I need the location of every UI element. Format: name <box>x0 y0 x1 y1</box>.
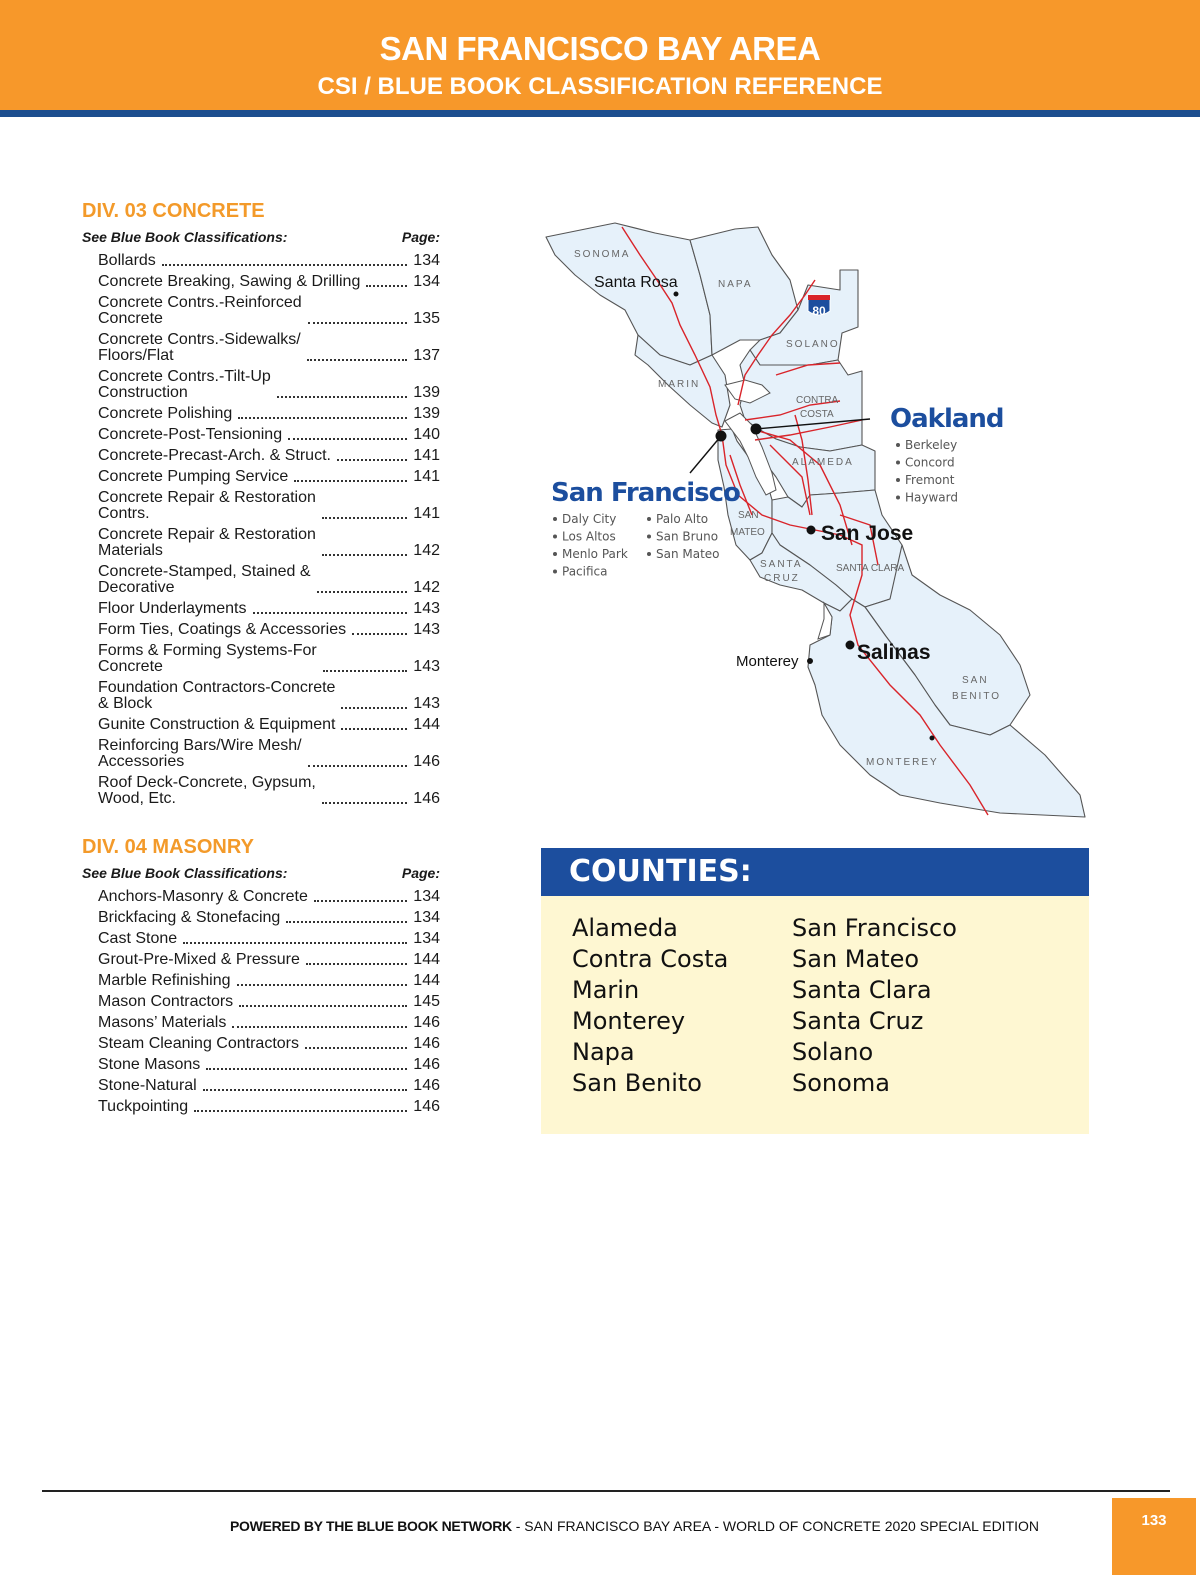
santa-clara-county-shape <box>772 490 912 607</box>
classification-page: 134 <box>413 273 440 290</box>
map-label-napa: NAPA <box>718 279 753 290</box>
classification-page: 140 <box>413 426 440 443</box>
classification-entry <box>82 952 440 968</box>
classification-entry <box>82 527 440 559</box>
map-sublist-city: Fremont <box>905 473 955 487</box>
header-title: SAN FRANCISCO BAY AREA <box>379 30 821 67</box>
counties-heading: COUNTIES: <box>541 848 1089 896</box>
dot-leader <box>277 396 408 398</box>
map-sublist-city: Palo Alto <box>656 512 709 526</box>
classification-entry <box>82 931 440 947</box>
classification-name: Roof Deck-Concrete, Gypsum, Wood, Etc. <box>98 774 316 807</box>
map-label-alameda: ALAMEDA <box>792 457 854 468</box>
county-name: Contra Costa <box>572 945 729 973</box>
classification-entry <box>82 601 440 617</box>
county-name: Santa Cruz <box>792 1007 924 1035</box>
classification-entry <box>82 889 440 905</box>
dot-leader <box>341 707 407 709</box>
div04-entry-list <box>82 889 440 1115</box>
classification-entry <box>82 332 440 364</box>
dot-leader <box>322 554 407 556</box>
classification-page: 144 <box>413 972 440 989</box>
div04-column-header <box>82 865 440 881</box>
classification-page: 146 <box>413 1098 440 1115</box>
counties-list <box>541 896 1089 1134</box>
classification-entry <box>82 1099 440 1115</box>
classification-page: 146 <box>413 1056 440 1073</box>
map-label-san: SAN <box>738 510 759 521</box>
classification-name: Anchors-Masonry & Concrete <box>98 888 308 905</box>
map-label-sonoma: SONOMA <box>574 249 631 260</box>
city-san-francisco: San Francisco <box>551 478 740 508</box>
county-name: Santa Clara <box>792 976 932 1004</box>
county-name: Solano <box>792 1038 874 1066</box>
classification-page: 142 <box>413 542 440 559</box>
footer-rule <box>42 1490 1170 1492</box>
footer-brand: POWERED BY THE BLUE BOOK NETWORK <box>230 1518 512 1534</box>
classification-page: 139 <box>413 384 440 401</box>
dot-leader <box>194 1110 407 1112</box>
map-sublist-city: San Bruno <box>656 529 719 544</box>
dot-leader <box>337 459 407 461</box>
dot-leader <box>232 1026 407 1028</box>
classification-name: Stone-Natural <box>98 1077 197 1094</box>
dot-leader <box>238 417 407 419</box>
div04-col-label: See Blue Book Classifications: <box>82 865 288 881</box>
classification-page: 134 <box>413 888 440 905</box>
map-label-santa-clara: SANTA CLARA <box>836 563 905 574</box>
city-oakland: Oakland <box>890 404 1004 434</box>
dot-leader <box>305 1047 407 1049</box>
dot-leader <box>183 942 407 944</box>
map-label-mateo: MATEO <box>730 527 765 538</box>
classification-name: Brickfacing & Stonefacing <box>98 909 281 926</box>
county-name: San Benito <box>572 1069 702 1097</box>
classification-page: 144 <box>413 716 440 733</box>
monterey-dot <box>808 659 813 664</box>
classification-name: Concrete-Precast-Arch. & Struct. <box>98 447 331 464</box>
dot-leader <box>308 322 408 324</box>
bullet-dot <box>553 570 557 574</box>
div03-col-label: See Blue Book Classifications: <box>82 229 288 245</box>
classification-page: 143 <box>413 658 440 675</box>
dot-leader <box>206 1068 407 1070</box>
classification-name: Foundation Contractors-Concrete & Block <box>98 679 336 712</box>
map-label-santa: SANTA <box>760 559 803 570</box>
sf-city-list-right <box>647 512 720 561</box>
classification-page: 146 <box>413 1014 440 1031</box>
dot-leader <box>162 264 407 266</box>
div04-page-label: Page: <box>401 865 440 881</box>
div03-page-label: Page: <box>401 229 440 245</box>
map-label-monterey: MONTEREY <box>866 757 939 768</box>
map-sublist-city: Pacifica <box>562 564 608 579</box>
bullet-dot <box>896 443 900 447</box>
classification-name: Bollards <box>98 252 156 269</box>
salinas-dot <box>846 641 854 649</box>
dot-leader <box>253 612 408 614</box>
bullet-dot <box>647 535 651 539</box>
classification-entry <box>82 1057 440 1073</box>
city-monterey: Monterey <box>736 653 799 670</box>
div04-section <box>82 836 440 1120</box>
classification-entry <box>82 622 440 638</box>
classification-name: Marble Refinishing <box>98 972 231 989</box>
classification-entry <box>82 406 440 422</box>
sf-city-list-left <box>553 512 628 579</box>
city-salinas: Salinas <box>857 641 931 664</box>
classification-page: 143 <box>413 621 440 638</box>
footer-edition: - SAN FRANCISCO BAY AREA - WORLD OF CONCRETE 2020 SPECIAL EDITION <box>511 1518 1040 1534</box>
classification-page: 135 <box>413 310 440 327</box>
map-sublist-city: Hayward <box>905 490 958 505</box>
map-sublist-city: Concord <box>905 455 955 470</box>
classification-entry <box>82 1078 440 1094</box>
dot-leader <box>288 438 407 440</box>
classification-name: Concrete Contrs.-Sidewalks/ Floors/Flat <box>98 331 301 364</box>
classification-name: Reinforcing Bars/Wire Mesh/ Accessories <box>98 737 302 770</box>
page-number: 133 <box>1112 1498 1196 1575</box>
classification-entry <box>82 717 440 733</box>
classification-page: 146 <box>413 1077 440 1094</box>
div03-entry-list <box>82 253 440 807</box>
footer-text <box>230 1518 1039 1534</box>
san-francisco-leader <box>690 436 721 473</box>
dot-leader <box>308 765 408 767</box>
county-name: Alameda <box>572 914 678 942</box>
map-label-san-benito-2: BENITO <box>952 691 1002 702</box>
div03-section <box>82 200 440 812</box>
classification-entry <box>82 680 440 712</box>
bullet-dot <box>553 552 557 556</box>
map-sublist-city: Berkeley <box>905 438 958 452</box>
bullet-dot <box>896 478 900 482</box>
div03-column-header <box>82 229 440 245</box>
bullet-dot <box>647 517 651 521</box>
bay-area-map <box>540 215 1100 830</box>
classification-entry <box>82 295 440 327</box>
classification-entry <box>82 775 440 807</box>
classification-entry <box>82 274 440 290</box>
san-jose-dot <box>807 526 815 534</box>
map-svg <box>540 215 1100 830</box>
classification-name: Grout-Pre-Mixed & Pressure <box>98 951 300 968</box>
classification-page: 144 <box>413 951 440 968</box>
classification-page: 145 <box>413 993 440 1010</box>
dot-leader <box>314 900 407 902</box>
classification-page: 137 <box>413 347 440 364</box>
map-label-marin: MARIN <box>658 379 701 390</box>
map-sublist-city: San Mateo <box>656 547 720 561</box>
bullet-dot <box>553 517 557 521</box>
classification-name: Form Ties, Coatings & Accessories <box>98 621 347 638</box>
classification-name: Cast Stone <box>98 930 178 947</box>
classification-entry <box>82 369 440 401</box>
city-san-jose: San Jose <box>821 522 914 545</box>
classification-page: 134 <box>413 930 440 947</box>
bullet-dot <box>647 552 651 556</box>
header-subtitle: CSI / BLUE BOOK CLASSIFICATION REFERENCE <box>317 73 883 100</box>
dot-leader <box>203 1089 408 1091</box>
classification-entry <box>82 910 440 926</box>
classification-page: 134 <box>413 909 440 926</box>
dot-leader <box>317 591 408 593</box>
classification-entry <box>82 253 440 269</box>
bullet-dot <box>896 496 900 500</box>
classification-entry <box>82 564 440 596</box>
classification-page: 141 <box>413 447 440 464</box>
classification-name: Masons’ Materials <box>98 1014 227 1031</box>
dot-leader <box>366 285 407 287</box>
dot-leader <box>322 517 407 519</box>
county-name: San Francisco <box>792 914 957 942</box>
dot-leader <box>322 802 407 804</box>
classification-name: Floor Underlayments <box>98 600 247 617</box>
interstate-label: 80 <box>812 304 826 318</box>
dot-leader <box>239 1005 407 1007</box>
classification-name: Steam Cleaning Contractors <box>98 1035 299 1052</box>
classification-page: 146 <box>413 790 440 807</box>
page-header <box>0 0 1200 110</box>
santa-rosa-dot <box>674 292 678 296</box>
sonoma-county-shape <box>546 223 712 365</box>
classification-name: Tuckpointing <box>98 1098 189 1115</box>
classification-name: Concrete Breaking, Sawing & Drilling <box>98 273 361 290</box>
classification-name: Concrete-Post-Tensioning <box>98 426 283 443</box>
classification-page: 146 <box>413 1035 440 1052</box>
dot-leader <box>341 728 407 730</box>
map-label-solano: SOLANO <box>786 339 840 350</box>
div04-title: DIV. 04 MASONRY <box>82 836 254 858</box>
classification-name: Concrete Contrs.-Reinforced Concrete <box>98 294 302 327</box>
classification-name: Concrete Pumping Service <box>98 468 289 485</box>
classification-entry <box>82 448 440 464</box>
classification-name: Stone Masons <box>98 1056 201 1073</box>
county-name: Napa <box>572 1038 635 1066</box>
classification-page: 141 <box>413 468 440 485</box>
bullet-dot <box>896 461 900 465</box>
classification-entry <box>82 427 440 443</box>
classification-entry <box>82 738 440 770</box>
classification-entry <box>82 973 440 989</box>
classification-name: Concrete-Stamped, Stained & Decorative <box>98 563 311 596</box>
map-label-cruz: CRUZ <box>764 573 800 584</box>
classification-page: 146 <box>413 753 440 770</box>
map-sublist-city: Menlo Park <box>562 547 628 561</box>
county-name: Sonoma <box>792 1069 890 1097</box>
classification-name: Concrete Contrs.-Tilt-Up Construction <box>98 368 271 401</box>
classification-entry <box>82 1036 440 1052</box>
classification-page: 134 <box>413 252 440 269</box>
classification-page: 143 <box>413 600 440 617</box>
classification-page: 141 <box>413 505 440 522</box>
town-dot <box>930 736 934 740</box>
classification-entry <box>82 490 440 522</box>
city-santa-rosa: Santa Rosa <box>594 274 678 291</box>
map-sublist-city: Daly City <box>562 512 617 526</box>
classification-entry <box>82 1015 440 1031</box>
dot-leader <box>323 670 408 672</box>
map-label-costa: COSTA <box>800 409 834 420</box>
county-name: San Mateo <box>792 945 920 973</box>
oakland-city-list <box>896 438 958 505</box>
map-sublist-city: Los Altos <box>562 529 616 544</box>
dot-leader <box>352 633 407 635</box>
classification-name: Forms & Forming Systems-For Concrete <box>98 642 317 675</box>
classification-page: 143 <box>413 695 440 712</box>
map-label-san-benito-1: SAN <box>962 675 989 686</box>
classification-name: Concrete Polishing <box>98 405 233 422</box>
bullet-dot <box>553 535 557 539</box>
classification-page: 139 <box>413 405 440 422</box>
div03-title: DIV. 03 CONCRETE <box>82 200 265 222</box>
classification-name: Mason Contractors <box>98 993 234 1010</box>
dot-leader <box>294 480 407 482</box>
county-name: Monterey <box>572 1007 686 1035</box>
map-label-contra: CONTRA <box>796 395 839 406</box>
classification-name: Concrete Repair & Restoration Contrs. <box>98 489 316 522</box>
dot-leader <box>307 359 408 361</box>
dot-leader <box>286 921 407 923</box>
classification-entry <box>82 643 440 675</box>
classification-name: Concrete Repair & Restoration Materials <box>98 526 316 559</box>
classification-page: 142 <box>413 579 440 596</box>
classification-name: Gunite Construction & Equipment <box>98 716 336 733</box>
dot-leader <box>306 963 407 965</box>
county-name: Marin <box>572 976 640 1004</box>
dot-leader <box>237 984 408 986</box>
classification-entry <box>82 469 440 485</box>
classification-entry <box>82 994 440 1010</box>
header-rule <box>0 110 1200 117</box>
